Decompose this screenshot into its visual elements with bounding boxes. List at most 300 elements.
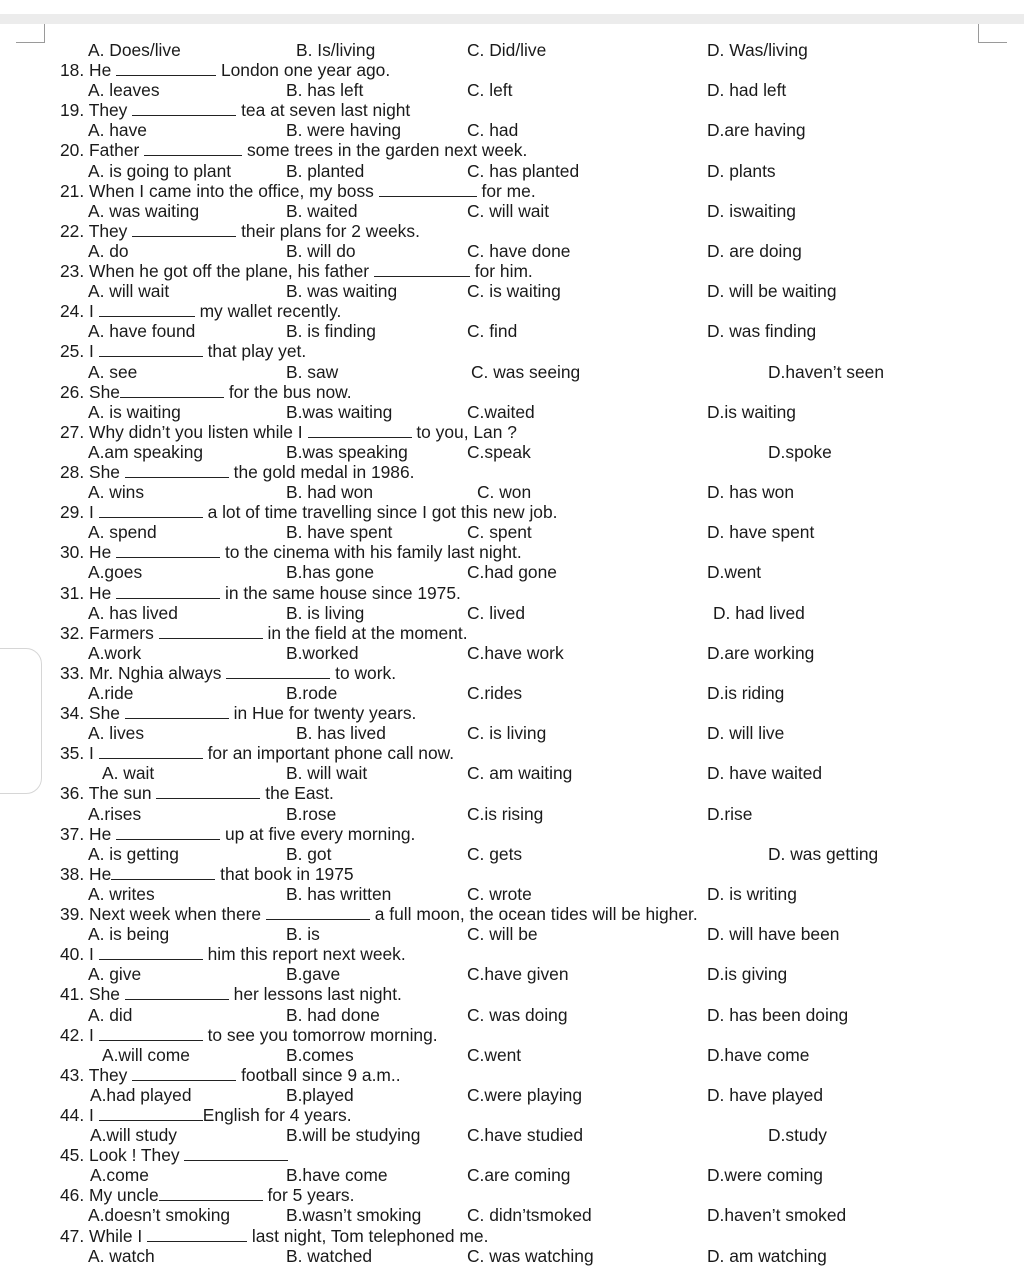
question-stem: While I	[89, 1225, 143, 1246]
question-number: 41.	[60, 984, 85, 1005]
question-number: 43.	[60, 1064, 85, 1085]
option: A. do	[88, 240, 129, 261]
question-number: 30.	[60, 542, 85, 563]
answer-blank[interactable]	[99, 744, 203, 759]
option: C. Did/live	[467, 40, 547, 60]
question-line	[60, 301, 341, 321]
question-stem: Look ! They	[89, 1145, 180, 1166]
question-line	[60, 462, 414, 482]
question-stem: I	[89, 341, 94, 362]
option: B. has written	[286, 883, 392, 904]
question-stem: The sun	[88, 783, 152, 804]
question-number: 20.	[60, 140, 85, 161]
option-row	[0, 402, 1024, 422]
question-number: 35.	[60, 743, 85, 764]
option: B. have spent	[286, 522, 393, 543]
option: C. am waiting	[467, 763, 573, 784]
option: A.am speaking	[88, 441, 204, 462]
option-row	[0, 683, 1024, 703]
question-stem: She	[89, 703, 120, 724]
option: A.goes	[88, 562, 143, 583]
answer-blank[interactable]	[156, 784, 260, 799]
question-number: 33.	[60, 662, 85, 683]
option-row	[0, 1125, 1024, 1145]
question-41	[0, 984, 1024, 1004]
question-35	[0, 743, 1024, 763]
question-line	[60, 140, 527, 160]
question-rest: for him.	[474, 261, 533, 282]
question-number: 26.	[60, 381, 85, 402]
option: B.rode	[286, 683, 338, 703]
question-rest: that play yet.	[207, 341, 307, 362]
option-row	[0, 1246, 1024, 1266]
question-number: 47.	[60, 1225, 85, 1246]
question-number: 19.	[60, 100, 85, 121]
question-rest: up at five every morning.	[224, 823, 416, 844]
option-row	[0, 562, 1024, 582]
option: C.went	[467, 1044, 522, 1065]
question-line	[60, 824, 415, 844]
question-stem: When I came into the office, my boss	[89, 180, 374, 201]
option: D. have spent	[707, 522, 815, 543]
option: C.are coming	[467, 1165, 571, 1186]
question-rest: a full moon, the ocean tides will be higher.	[374, 904, 698, 925]
question-stem: They	[88, 100, 128, 121]
question-number: 45.	[60, 1145, 85, 1166]
option: C.have given	[467, 964, 569, 985]
option: A. have	[88, 120, 147, 141]
option-row	[0, 201, 1024, 221]
option: C. didn’tsmoked	[467, 1205, 592, 1226]
option: D. will have been	[707, 924, 840, 945]
option: C. gets	[467, 843, 523, 864]
question-24	[0, 301, 1024, 321]
question-stem: I	[89, 743, 94, 764]
question-line	[60, 1065, 401, 1085]
question-line	[60, 864, 354, 884]
option: C. spent	[467, 522, 532, 543]
question-number: 21.	[60, 180, 85, 201]
option: B. had done	[286, 1004, 380, 1025]
question-38	[0, 864, 1024, 884]
question-stem: I	[89, 944, 94, 965]
option: A. was waiting	[88, 200, 200, 221]
option-row	[0, 1205, 1024, 1225]
question-line	[60, 783, 334, 803]
question-line	[60, 181, 536, 201]
option: D. was getting	[768, 843, 879, 864]
question-rest: to see you tomorrow morning.	[207, 1024, 438, 1045]
option: B.was speaking	[286, 441, 408, 462]
option: B.comes	[286, 1044, 354, 1065]
option: D.study	[768, 1125, 827, 1146]
question-39	[0, 904, 1024, 924]
option: A. is going to plant	[88, 160, 232, 181]
answer-blank[interactable]	[132, 1066, 236, 1081]
option: D. have waited	[707, 763, 823, 784]
option: B.have come	[286, 1165, 388, 1186]
question-stem: She	[89, 461, 120, 482]
option: A.doesn’t smoking	[88, 1205, 231, 1226]
option-row	[0, 643, 1024, 663]
option: B. got	[286, 843, 332, 864]
option: C.waited	[467, 401, 535, 422]
option: A. have found	[88, 321, 196, 342]
option: C. will wait	[467, 200, 550, 221]
answer-blank[interactable]	[374, 262, 470, 277]
option: A. has lived	[88, 602, 178, 623]
question-line	[60, 341, 306, 361]
option: B.gave	[286, 964, 341, 985]
question-28	[0, 462, 1024, 482]
question-line	[60, 1025, 438, 1045]
option: B. will do	[286, 240, 356, 261]
option: B. is living	[286, 602, 365, 623]
option: D.haven’t seen	[768, 361, 885, 382]
option: D. Was/living	[707, 40, 808, 60]
option: D.have come	[707, 1044, 810, 1065]
question-stem: She	[89, 381, 120, 402]
question-29	[0, 502, 1024, 522]
option: B. saw	[286, 361, 339, 382]
question-line	[60, 542, 522, 562]
question-stem: He	[89, 60, 112, 81]
answer-blank[interactable]	[116, 584, 220, 599]
question-19	[0, 100, 1024, 120]
option: D. iswaiting	[707, 200, 796, 221]
question-number: 34.	[60, 703, 85, 724]
question-stem: Why didn’t you listen while I	[89, 421, 303, 442]
question-rest: my wallet recently.	[199, 301, 342, 322]
question-line	[60, 663, 396, 683]
worksheet	[0, 40, 1024, 1266]
question-23	[0, 261, 1024, 281]
option: C. lived	[467, 602, 525, 623]
question-stem: He	[89, 582, 112, 603]
question-stem: He	[89, 542, 112, 563]
option: A.come	[90, 1165, 149, 1186]
option: B.will be studying	[286, 1125, 421, 1146]
option: B. planted	[286, 160, 365, 181]
question-30	[0, 542, 1024, 562]
option: D. had lived	[713, 602, 805, 623]
option: C.have studied	[467, 1125, 584, 1146]
question-rest: that book in 1975	[220, 863, 354, 884]
option: C. was watching	[467, 1245, 594, 1266]
question-line	[60, 904, 698, 924]
answer-blank[interactable]	[116, 543, 220, 558]
question-number: 18.	[60, 60, 85, 81]
option: A.will study	[90, 1125, 177, 1146]
answer-blank[interactable]	[132, 222, 236, 237]
option-row	[0, 442, 1024, 462]
option-row	[0, 844, 1024, 864]
question-34	[0, 703, 1024, 723]
question-stem: She	[89, 984, 120, 1005]
option: A. will wait	[88, 281, 170, 302]
option: A. spend	[88, 522, 157, 543]
option: C.were playing	[467, 1084, 583, 1105]
option: C. wrote	[467, 883, 532, 904]
answer-blank[interactable]	[159, 1186, 263, 1201]
question-rest: for me.	[481, 180, 536, 201]
answer-blank[interactable]	[116, 825, 220, 840]
answer-blank[interactable]	[379, 182, 477, 197]
option: D.rise	[707, 803, 753, 824]
question-rest: English for 4 years.	[202, 1104, 352, 1125]
option: C. was seeing	[471, 361, 581, 382]
option: A. writes	[88, 883, 155, 904]
question-line	[60, 984, 402, 1004]
option: D.were coming	[707, 1165, 823, 1186]
question-rest: the East.	[265, 783, 334, 804]
question-number: 44.	[60, 1104, 85, 1125]
option: A. Does/live	[88, 40, 181, 60]
answer-blank[interactable]	[144, 141, 242, 156]
option: A. is being	[88, 924, 170, 945]
question-line	[60, 1185, 354, 1205]
question-rest: to you, Lan ?	[416, 421, 517, 442]
option-row	[0, 804, 1024, 824]
question-number: 37.	[60, 823, 85, 844]
option-row	[0, 1045, 1024, 1065]
option: D. will live	[707, 723, 785, 744]
option-row	[0, 884, 1024, 904]
answer-blank[interactable]	[226, 664, 330, 679]
option-row	[0, 362, 1024, 382]
answer-blank[interactable]	[99, 1106, 203, 1121]
option: C. has planted	[467, 160, 580, 181]
option: B.was waiting	[286, 401, 393, 422]
option: D. had left	[707, 80, 787, 101]
question-33	[0, 663, 1024, 683]
option-row	[0, 1005, 1024, 1025]
question-line	[60, 944, 406, 964]
option-row	[0, 924, 1024, 944]
answer-blank[interactable]	[159, 624, 263, 639]
answer-blank[interactable]	[116, 61, 216, 76]
answer-blank[interactable]	[99, 503, 203, 518]
question-rest: to the cinema with his family last night.	[224, 542, 522, 563]
question-rest: last night, Tom telephoned me.	[251, 1225, 489, 1246]
question-stem: Father	[89, 140, 140, 161]
question-rest: the gold medal in 1986.	[233, 461, 415, 482]
option: A.work	[88, 642, 142, 663]
option-row	[0, 120, 1024, 140]
answer-blank[interactable]	[99, 302, 195, 317]
option: D. is writing	[707, 883, 797, 904]
answer-blank[interactable]	[266, 905, 370, 920]
question-rest: tea at seven last night	[241, 100, 411, 121]
question-number: 27.	[60, 421, 85, 442]
question-line	[60, 422, 517, 442]
option: A. give	[88, 964, 142, 985]
option: B.played	[286, 1084, 354, 1105]
option: B.rose	[286, 803, 337, 824]
option: D.are having	[707, 120, 806, 141]
answer-blank[interactable]	[99, 945, 203, 960]
option: C. have done	[467, 240, 571, 261]
question-27	[0, 422, 1024, 442]
question-line	[60, 743, 454, 763]
option: A.ride	[88, 683, 134, 703]
option: D.spoke	[768, 441, 832, 462]
question-line	[60, 60, 390, 80]
option: D.is giving	[707, 964, 788, 985]
option: B. was waiting	[286, 281, 398, 302]
option: C. won	[477, 482, 532, 503]
option: D. are doing	[707, 240, 802, 261]
option-row	[0, 723, 1024, 743]
option-row	[0, 281, 1024, 301]
question-rest: him this report next week.	[207, 944, 406, 965]
option: D. am watching	[707, 1245, 827, 1266]
answer-blank[interactable]	[99, 342, 203, 357]
question-26	[0, 382, 1024, 402]
question-stem: Farmers	[89, 622, 154, 643]
answer-blank[interactable]	[120, 383, 224, 398]
option-row	[0, 964, 1024, 984]
question-line	[60, 583, 461, 603]
option: B. is finding	[286, 321, 376, 342]
option-row	[0, 482, 1024, 502]
option: A.had played	[90, 1084, 192, 1105]
option: B. waited	[286, 200, 358, 221]
option: C. had	[467, 120, 519, 141]
answer-blank[interactable]	[125, 463, 229, 478]
question-rest: a lot of time travelling since I got this new job.	[207, 502, 558, 523]
option: B. is	[286, 924, 320, 945]
question-line	[60, 502, 557, 522]
question-25	[0, 341, 1024, 361]
question-45	[0, 1145, 1024, 1165]
answer-blank[interactable]	[111, 865, 215, 880]
option: D.haven’t smoked	[707, 1205, 847, 1226]
question-stem: Mr. Nghia always	[89, 662, 222, 683]
question-42	[0, 1025, 1024, 1045]
question-stem: Next week when there	[89, 904, 262, 925]
question-number: 36.	[60, 783, 85, 804]
option: D. plants	[707, 160, 776, 181]
question-rest: their plans for 2 weeks.	[241, 220, 420, 241]
question-stem: He	[89, 823, 112, 844]
question-stem: I	[89, 502, 94, 523]
answer-blank[interactable]	[132, 101, 236, 116]
option-row	[0, 522, 1024, 542]
question-line	[60, 703, 416, 723]
option: D.went	[707, 562, 762, 583]
question-number: 23.	[60, 261, 85, 282]
option-row	[0, 763, 1024, 783]
option-row	[0, 80, 1024, 100]
question-number: 38.	[60, 863, 85, 884]
question-number: 32.	[60, 622, 85, 643]
option-row	[0, 1085, 1024, 1105]
option: C.have work	[467, 642, 564, 663]
option: A. leaves	[88, 80, 160, 101]
question-number: 24.	[60, 301, 85, 322]
answer-blank[interactable]	[99, 1026, 203, 1041]
question-31	[0, 583, 1024, 603]
option: A. lives	[88, 723, 145, 744]
question-18	[0, 60, 1024, 80]
option: D.is waiting	[707, 401, 796, 422]
option: C. is waiting	[467, 281, 561, 302]
answer-blank[interactable]	[308, 423, 412, 438]
question-line	[60, 1105, 352, 1125]
question-stem: They	[88, 1064, 128, 1085]
option: D. have played	[707, 1084, 824, 1105]
question-rest: for 5 years.	[267, 1185, 355, 1206]
question-rest: for an important phone call now.	[207, 743, 455, 764]
option: C.had gone	[467, 562, 557, 583]
question-stem: I	[89, 1104, 94, 1125]
option: C. is living	[467, 723, 547, 744]
question-number: 29.	[60, 502, 85, 523]
question-rest: football since 9 a.m..	[241, 1064, 401, 1085]
option: C. will be	[467, 924, 538, 945]
question-line	[60, 261, 533, 281]
question-22	[0, 221, 1024, 241]
question-21	[0, 181, 1024, 201]
option: A. is waiting	[88, 401, 181, 422]
option: D. has won	[707, 482, 794, 503]
question-number: 39.	[60, 904, 85, 925]
question-rest: in the field at the moment.	[267, 622, 468, 643]
option: D.is riding	[707, 683, 785, 703]
option-row	[0, 161, 1024, 181]
question-46	[0, 1185, 1024, 1205]
option-row	[0, 241, 1024, 261]
question-rest: her lessons last night.	[233, 984, 402, 1005]
answer-blank[interactable]	[147, 1227, 247, 1242]
answer-blank[interactable]	[125, 704, 229, 719]
option: B. were having	[286, 120, 402, 141]
question-37	[0, 824, 1024, 844]
question-number: 42.	[60, 1024, 85, 1045]
option: A. is getting	[88, 843, 179, 864]
question-rest: for the bus now.	[228, 381, 352, 402]
question-line	[60, 100, 410, 120]
option: B. has lived	[296, 723, 386, 744]
option-row	[0, 1165, 1024, 1185]
answer-blank[interactable]	[184, 1146, 288, 1161]
option: B.worked	[286, 642, 359, 663]
question-number: 28.	[60, 461, 85, 482]
option: D.are working	[707, 642, 815, 663]
option: A.will come	[102, 1044, 190, 1065]
option: B. had won	[286, 482, 374, 503]
answer-blank[interactable]	[125, 985, 229, 1000]
option: B.has gone	[286, 562, 374, 583]
option: A.rises	[88, 803, 142, 824]
option: C.rides	[467, 683, 523, 703]
option: D. has been doing	[707, 1004, 849, 1025]
question-stem: I	[89, 1024, 94, 1045]
option: B. Is/living	[296, 40, 376, 60]
question-36	[0, 783, 1024, 803]
question-rest: in the same house since 1975.	[224, 582, 461, 603]
toolbar-strip	[0, 14, 1024, 24]
question-line	[60, 623, 468, 643]
option: A. did	[88, 1004, 133, 1025]
option: A. see	[88, 361, 138, 382]
question-line	[60, 221, 420, 241]
question-rest: to work.	[335, 662, 397, 683]
question-stem: They	[88, 220, 128, 241]
question-line	[60, 382, 352, 402]
question-number: 25.	[60, 341, 85, 362]
